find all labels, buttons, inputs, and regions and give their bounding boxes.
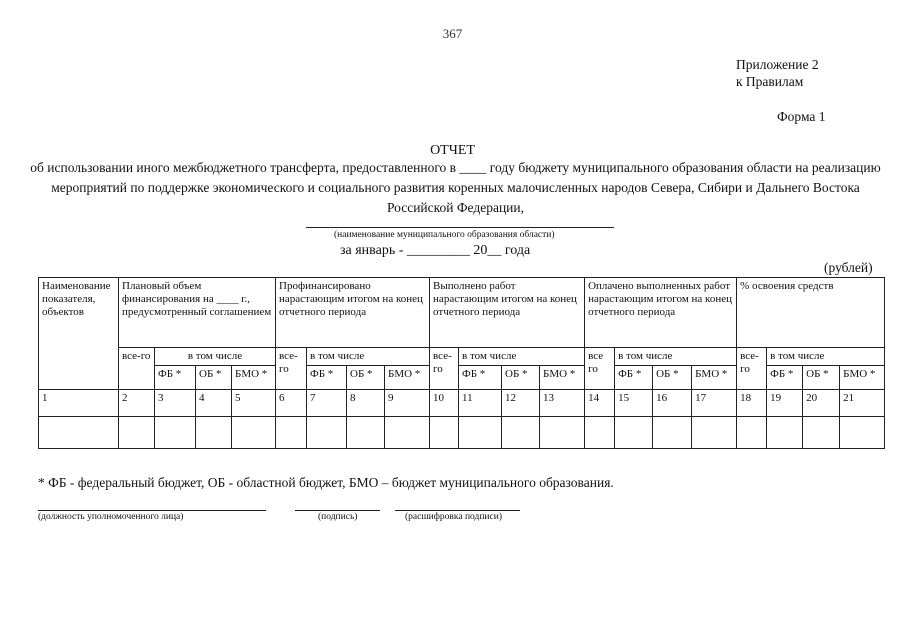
column-number: 3 <box>155 390 196 417</box>
column-number: 13 <box>540 390 585 417</box>
column-number: 16 <box>653 390 692 417</box>
column-number: 10 <box>430 390 459 417</box>
column-group-planned: Плановый объем финансирования на ____ г., предусмотренный соглашением <box>119 278 276 348</box>
table-cell <box>540 417 585 449</box>
page-number: 367 <box>442 26 463 41</box>
table-cell <box>276 417 307 449</box>
column-number: 11 <box>459 390 502 417</box>
column-group-utilization: % освоения средств <box>737 278 885 348</box>
appendix-line-1: Приложение 2 <box>736 57 819 72</box>
appendix-line-2: к Правилам <box>736 74 804 89</box>
table-cell <box>692 417 737 449</box>
column-group-financed: Профинансировано нарастающим итогом на конец отчетного периода <box>276 278 430 348</box>
table-cell <box>385 417 430 449</box>
column-bmo: БМО * <box>385 366 430 390</box>
column-bmo: БМО * <box>540 366 585 390</box>
table-cell <box>737 417 767 449</box>
column-fb: ФБ * <box>767 366 803 390</box>
column-number: 1 <box>39 390 119 417</box>
column-number: 15 <box>615 390 653 417</box>
column-bmo: БМО * <box>232 366 276 390</box>
column-number: 19 <box>767 390 803 417</box>
column-ob: ОБ * <box>803 366 840 390</box>
column-total: все го <box>585 348 615 390</box>
table-cell <box>653 417 692 449</box>
column-fb: ФБ * <box>459 366 502 390</box>
column-number: 4 <box>196 390 232 417</box>
table-cell <box>39 417 119 449</box>
column-fb: ФБ * <box>307 366 347 390</box>
column-ob: ОБ * <box>502 366 540 390</box>
column-number: 6 <box>276 390 307 417</box>
column-total: все-го <box>276 348 307 390</box>
table-header-row <box>39 278 885 348</box>
column-including: в том числе <box>155 348 276 366</box>
table-cell <box>585 417 615 449</box>
decryption-caption: (расшифровка подписи) <box>405 512 502 522</box>
table-cell <box>615 417 653 449</box>
report-title: ОТЧЕТ <box>430 143 475 158</box>
table-subheader-row <box>39 348 885 366</box>
column-including: в том числе <box>307 348 430 366</box>
column-ob: ОБ * <box>653 366 692 390</box>
column-bmo: БМО * <box>692 366 737 390</box>
report-period: за январь - _________ 20__ года <box>340 243 531 258</box>
column-number: 20 <box>803 390 840 417</box>
column-number: 12 <box>502 390 540 417</box>
column-ob: ОБ * <box>196 366 232 390</box>
table-cell <box>430 417 459 449</box>
column-number: 21 <box>840 390 885 417</box>
position-caption: (должность уполномоченного лица) <box>38 512 184 522</box>
decryption-signature-line <box>395 510 520 511</box>
column-including: в том числе <box>615 348 737 366</box>
signature-line <box>295 510 380 511</box>
column-number: 18 <box>737 390 767 417</box>
municipality-name-caption: (наименование муниципального образования области) <box>334 230 555 240</box>
table-cell <box>767 417 803 449</box>
table-cell <box>347 417 385 449</box>
report-subtitle: об использовании иного межбюджетного трансферта, предоставленного в ____ году бюджету муниципального образования области на реализацию мероприятий по поддержке экономического и социального развития коренных малочисленных народов Севера, Сибири и Дальнего Востока Российской Федерации, <box>30 160 881 215</box>
table-cell <box>307 417 347 449</box>
table-cell <box>459 417 502 449</box>
table-cell <box>803 417 840 449</box>
report-table <box>38 277 885 449</box>
column-total: все-го <box>430 348 459 390</box>
column-including: в том числе <box>767 348 885 366</box>
column-group-completed: Выполнено работ нарастающим итогом на конец отчетного периода <box>430 278 585 348</box>
municipality-name-line <box>306 227 614 228</box>
column-number: 17 <box>692 390 737 417</box>
form-label: Форма 1 <box>777 109 826 124</box>
column-fb: ФБ * <box>155 366 196 390</box>
table-cell <box>502 417 540 449</box>
column-number: 14 <box>585 390 615 417</box>
column-ob: ОБ * <box>347 366 385 390</box>
column-number: 5 <box>232 390 276 417</box>
column-number: 8 <box>347 390 385 417</box>
table-cell <box>119 417 155 449</box>
column-bmo: БМО * <box>840 366 885 390</box>
currency-unit: (рублей) <box>824 260 873 275</box>
column-header-name: Наименование показателя, объектов <box>39 278 119 390</box>
column-number: 2 <box>119 390 155 417</box>
appendix-reference <box>736 56 819 90</box>
column-group-paid: Оплачено выполненных работ нарастающим итогом на конец отчетного периода <box>585 278 737 348</box>
table-cell <box>232 417 276 449</box>
table-cell <box>840 417 885 449</box>
table-cell <box>196 417 232 449</box>
footnote: * ФБ - федеральный бюджет, ОБ - областной бюджет, БМО – бюджет муниципального образования. <box>38 475 614 490</box>
column-number: 9 <box>385 390 430 417</box>
table-cell <box>155 417 196 449</box>
column-including: в том числе <box>459 348 585 366</box>
position-signature-line <box>38 510 266 511</box>
column-total: все-го <box>737 348 767 390</box>
table-column-numbers-row <box>39 390 885 417</box>
table-row <box>39 417 885 449</box>
signature-caption: (подпись) <box>318 512 358 522</box>
column-fb: ФБ * <box>615 366 653 390</box>
column-number: 7 <box>307 390 347 417</box>
column-total: все-го <box>119 348 155 390</box>
